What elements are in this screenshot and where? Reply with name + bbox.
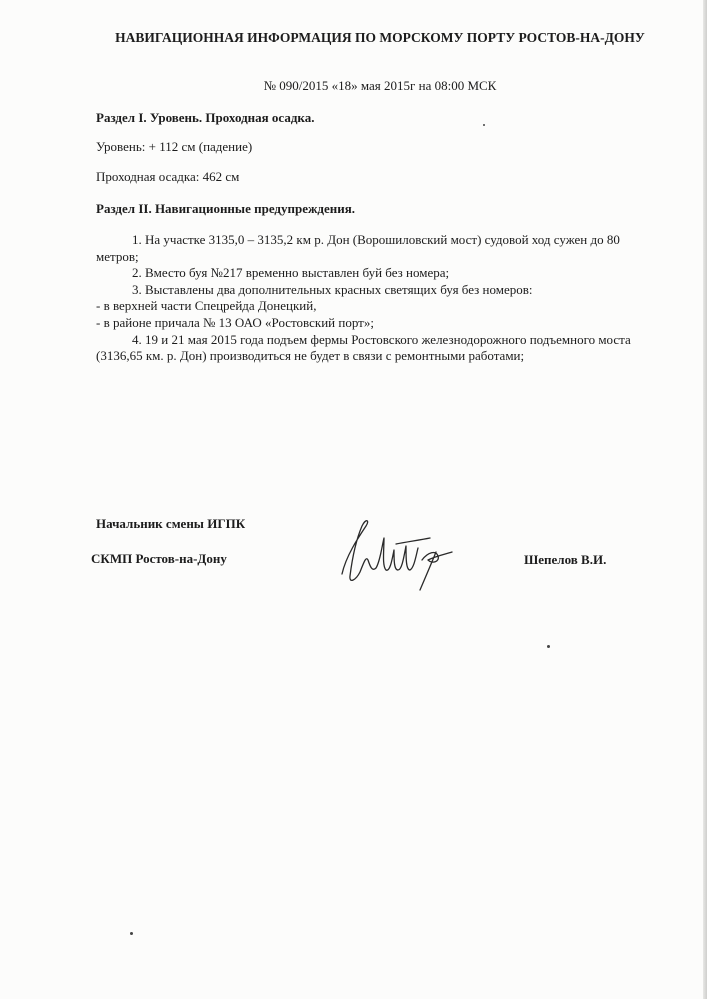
warning-subitem: - в верхней части Спецрейда Донецкий, xyxy=(96,298,317,314)
document-title: НАВИГАЦИОННАЯ ИНФОРМАЦИЯ ПО МОРСКОМУ ПОРТУ РОСТОВ-НА-ДОНУ xyxy=(115,30,645,45)
handwritten-signature xyxy=(336,516,476,591)
scan-speck xyxy=(483,124,485,126)
warning-item: 4. 19 и 21 мая 2015 года подъем фермы Ростовского железнодорожного подъемного моста (3136,65 км. р. Дон) производиться не будет в связи с ремонтными работами; xyxy=(96,331,631,364)
signatory-name: Шепелов В.И. xyxy=(524,552,607,567)
section-1-heading: Раздел I. Уровень. Проходная осадка. xyxy=(96,110,315,125)
warnings-list xyxy=(96,232,656,365)
scan-speck xyxy=(130,932,133,935)
scan-edge-shadow xyxy=(703,0,707,999)
warning-subitem: - в районе причала № 13 ОАО «Ростовский порт»; xyxy=(96,314,374,330)
document-number-date: № 090/2015 «18» мая 2015г на 08:00 МСК xyxy=(263,78,497,93)
signatory-position-line2: СКМП Ростов-на-Дону xyxy=(91,551,227,566)
warning-item: 1. На участке 3135,0 – 3135,2 км р. Дон (Ворошиловский мост) судовой ход сужен до 80 метров; xyxy=(96,232,620,264)
signatory-position-line1: Начальник смены ИГПК xyxy=(96,516,246,531)
warning-item: 3. Выставлены два дополнительных красных светящих буя без номеров: xyxy=(132,281,533,297)
water-level: Уровень: + 112 см (падение) xyxy=(96,139,253,154)
warning-item: 2. Вместо буя №217 временно выставлен буй без номера; xyxy=(132,265,450,281)
passage-draft: Проходная осадка: 462 см xyxy=(96,169,240,184)
scan-speck xyxy=(547,645,550,648)
section-2-heading: Раздел II. Навигационные предупреждения. xyxy=(96,201,356,216)
